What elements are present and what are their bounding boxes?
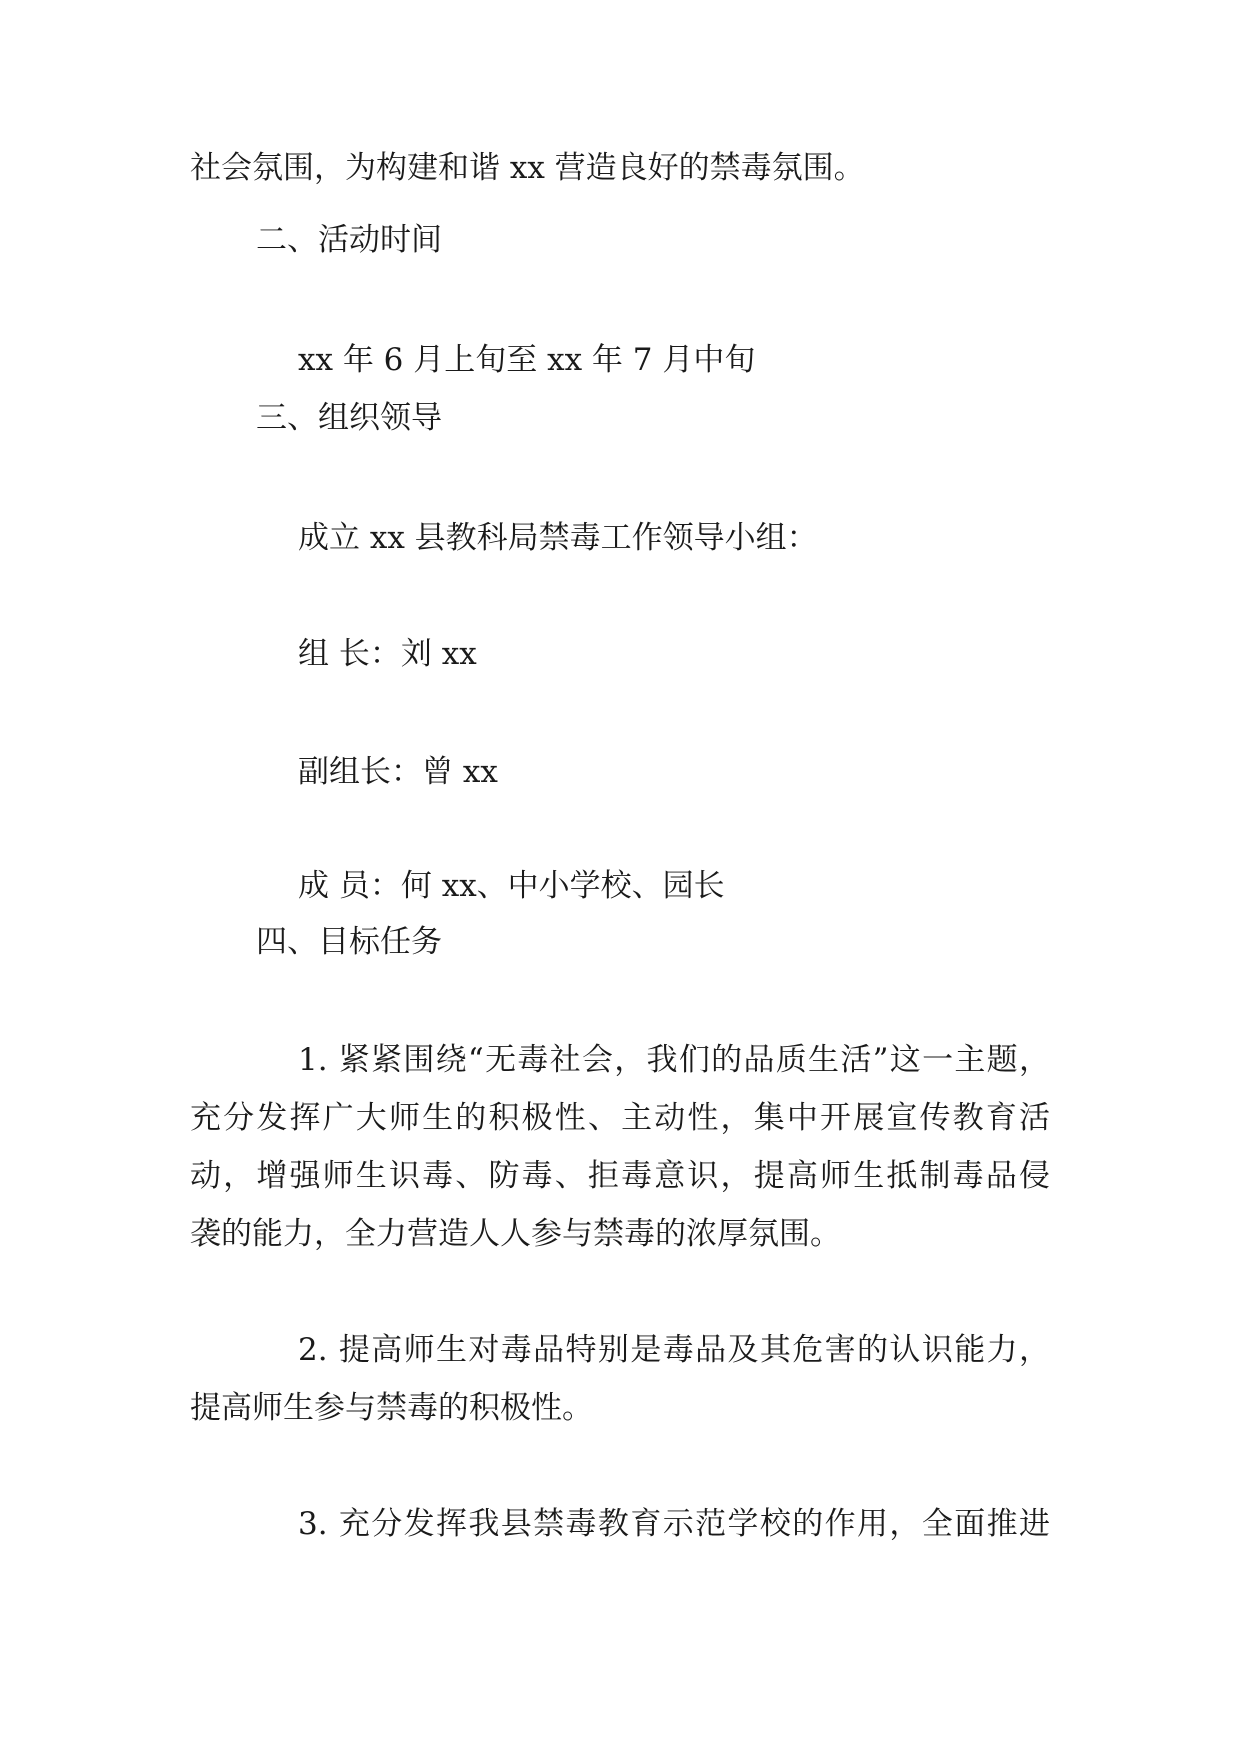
section-heading-activity-time: 二、活动时间 [256,222,442,258]
task-1-line-2: 充分发挥广大师生的积极性、主动性，集中开展宣传教育活 [190,1100,1050,1136]
group-members: 成 员：何 xx、中小学校、园长 [298,868,725,904]
task-2-line-2: 提高师生参与禁毒的积极性。 [190,1390,593,1426]
organization-intro: 成立 xx 县教科局禁毒工作领导小组： [298,520,818,556]
section-heading-organization: 三、组织领导 [256,400,442,436]
task-1-line-4: 袭的能力，全力营造人人参与禁毒的浓厚氛围。 [190,1216,841,1252]
task-1-line-1: 1. 紧紧围绕“无毒社会，我们的品质生活”这一主题， [298,1042,1050,1078]
activity-time-text: xx 年 6 月上旬至 xx 年 7 月中旬 [298,342,756,378]
section-heading-goals: 四、目标任务 [256,924,442,960]
task-2-line-1: 2. 提高师生对毒品特别是毒品及其危害的认识能力， [298,1332,1050,1368]
vice-group-leader: 副组长：曾 xx [298,754,498,790]
task-1-line-3: 动，增强师生识毒、防毒、拒毒意识，提高师生抵制毒品侵 [190,1158,1050,1194]
paragraph-continuation: 社会氛围，为构建和谐 xx 营造良好的禁毒氛围。 [190,150,865,186]
group-leader: 组 长：刘 xx [298,636,477,672]
task-3-line-1: 3. 充分发挥我县禁毒教育示范学校的作用，全面推进 [298,1506,1050,1542]
